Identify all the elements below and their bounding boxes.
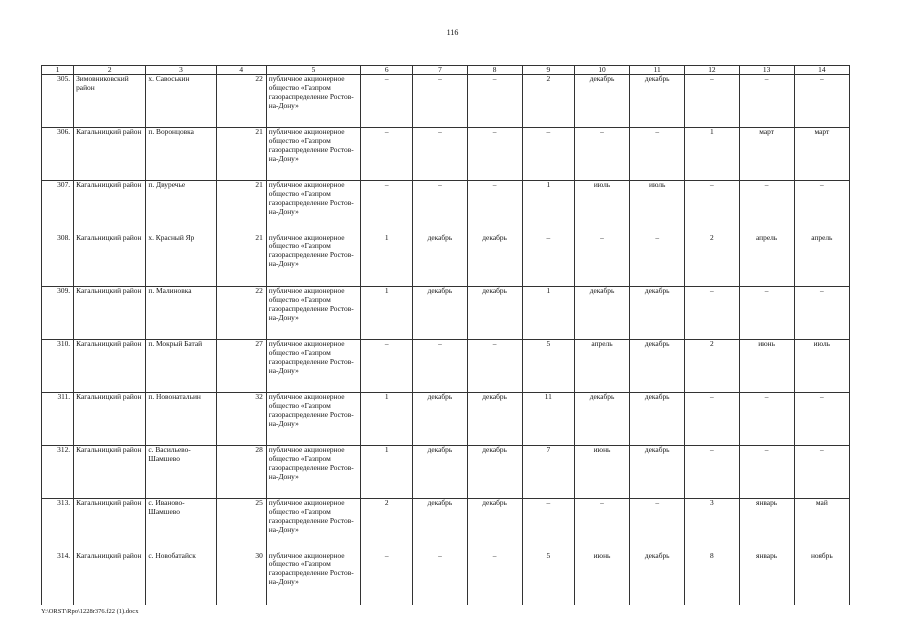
row-number: 305. xyxy=(42,75,74,128)
col8-value: декабрь xyxy=(467,393,522,446)
table-row xyxy=(42,393,850,446)
settlement-cell: х. Красный Яр xyxy=(146,234,216,287)
col11-value: декабрь xyxy=(630,446,685,499)
col11-value: декабрь xyxy=(630,287,685,340)
col13-value: июнь xyxy=(739,340,794,393)
col6-value: – xyxy=(361,552,413,605)
col4-value: 22 xyxy=(216,287,266,340)
col14-value: – xyxy=(794,393,849,446)
settlement-cell: с. Иваново-Шамшево xyxy=(146,499,216,552)
col10-value: апрель xyxy=(574,340,629,393)
col13-value: – xyxy=(739,287,794,340)
col6-value: 1 xyxy=(361,287,413,340)
table-row xyxy=(42,75,850,128)
col11-value: декабрь xyxy=(630,75,685,128)
column-header: 5 xyxy=(266,66,360,75)
row-number: 312. xyxy=(42,446,74,499)
organization-cell: публичное акционерное общество «Газпром газораспределение Ростов-на-Дону» xyxy=(266,340,360,393)
district-cell: Кагальницкий район xyxy=(74,552,146,605)
settlement-cell: п. Новонатальин xyxy=(146,393,216,446)
district-cell: Кагальницкий район xyxy=(74,499,146,552)
district-cell: Кагальницкий район xyxy=(74,340,146,393)
col10-value: декабрь xyxy=(574,75,629,128)
col11-value: декабрь xyxy=(630,393,685,446)
column-header: 4 xyxy=(216,66,266,75)
col4-value: 27 xyxy=(216,340,266,393)
col8-value: – xyxy=(467,75,522,128)
col12-value: 3 xyxy=(685,499,739,552)
col9-value: – xyxy=(522,128,574,181)
col8-value: – xyxy=(467,552,522,605)
col11-value: декабрь xyxy=(630,552,685,605)
organization-cell: публичное акционерное общество «Газпром газораспределение Ростов-на-Дону» xyxy=(266,393,360,446)
col6-value: 2 xyxy=(361,499,413,552)
table-row xyxy=(42,181,850,234)
col12-value: – xyxy=(685,181,739,234)
col7-value: – xyxy=(413,75,467,128)
column-header: 3 xyxy=(146,66,216,75)
organization-cell: публичное акционерное общество «Газпром газораспределение Ростов-на-Дону» xyxy=(266,181,360,234)
col4-value: 22 xyxy=(216,75,266,128)
organization-cell: публичное акционерное общество «Газпром газораспределение Ростов-на-Дону» xyxy=(266,552,360,605)
col12-value: – xyxy=(685,75,739,128)
col10-value: – xyxy=(574,128,629,181)
col4-value: 21 xyxy=(216,128,266,181)
col6-value: 1 xyxy=(361,234,413,287)
col12-value: 8 xyxy=(685,552,739,605)
district-cell: Зимовниковский район xyxy=(74,75,146,128)
table-row xyxy=(42,499,850,552)
col8-value: декабрь xyxy=(467,446,522,499)
row-number: 306. xyxy=(42,128,74,181)
col12-value: 2 xyxy=(685,340,739,393)
col11-value: – xyxy=(630,234,685,287)
table-row xyxy=(42,128,850,181)
district-cell: Кагальницкий район xyxy=(74,287,146,340)
col4-value: 21 xyxy=(216,234,266,287)
col9-value: 2 xyxy=(522,75,574,128)
settlement-cell: п. Воронцовка xyxy=(146,128,216,181)
organization-cell: публичное акционерное общество «Газпром газораспределение Ростов-на-Дону» xyxy=(266,499,360,552)
page-number: 116 xyxy=(446,28,459,37)
column-header: 11 xyxy=(630,66,685,75)
col12-value: 1 xyxy=(685,128,739,181)
settlement-cell: п. Двуречье xyxy=(146,181,216,234)
col12-value: 2 xyxy=(685,234,739,287)
column-header: 1 xyxy=(42,66,74,75)
col7-value: декабрь xyxy=(413,287,467,340)
col14-value: апрель xyxy=(794,234,849,287)
col6-value: – xyxy=(361,181,413,234)
col12-value: – xyxy=(685,446,739,499)
settlement-cell: п. Малиновка xyxy=(146,287,216,340)
file-path-footer: Y:\ORST\Rpo\1228r376.f22 (1).docx xyxy=(41,608,139,615)
col9-value: 1 xyxy=(522,181,574,234)
col7-value: – xyxy=(413,128,467,181)
table-row xyxy=(42,234,850,287)
col9-value: 7 xyxy=(522,446,574,499)
column-header: 8 xyxy=(467,66,522,75)
district-cell: Кагальницкий район xyxy=(74,181,146,234)
col9-value: 5 xyxy=(522,552,574,605)
col13-value: – xyxy=(739,446,794,499)
col6-value: 1 xyxy=(361,393,413,446)
col4-value: 25 xyxy=(216,499,266,552)
col14-value: – xyxy=(794,287,849,340)
row-number: 311. xyxy=(42,393,74,446)
col14-value: июль xyxy=(794,340,849,393)
col4-value: 30 xyxy=(216,552,266,605)
col4-value: 32 xyxy=(216,393,266,446)
col6-value: – xyxy=(361,128,413,181)
column-header: 7 xyxy=(413,66,467,75)
col6-value: – xyxy=(361,75,413,128)
col8-value: декабрь xyxy=(467,499,522,552)
column-header: 9 xyxy=(522,66,574,75)
col8-value: – xyxy=(467,181,522,234)
col11-value: – xyxy=(630,499,685,552)
column-header: 13 xyxy=(739,66,794,75)
organization-cell: публичное акционерное общество «Газпром газораспределение Ростов-на-Дону» xyxy=(266,75,360,128)
col13-value: январь xyxy=(739,552,794,605)
column-header: 10 xyxy=(574,66,629,75)
col4-value: 21 xyxy=(216,181,266,234)
district-cell: Кагальницкий район xyxy=(74,234,146,287)
row-number: 310. xyxy=(42,340,74,393)
col7-value: декабрь xyxy=(413,499,467,552)
col8-value: – xyxy=(467,340,522,393)
col14-value: – xyxy=(794,446,849,499)
col14-value: май xyxy=(794,499,849,552)
col11-value: июль xyxy=(630,181,685,234)
col13-value: – xyxy=(739,181,794,234)
col11-value: – xyxy=(630,128,685,181)
column-header: 6 xyxy=(361,66,413,75)
organization-cell: публичное акционерное общество «Газпром газораспределение Ростов-на-Дону» xyxy=(266,234,360,287)
row-number: 314. xyxy=(42,552,74,605)
district-cell: Кагальницкий район xyxy=(74,446,146,499)
district-cell: Кагальницкий район xyxy=(74,393,146,446)
col12-value: – xyxy=(685,393,739,446)
col10-value: июнь xyxy=(574,552,629,605)
col10-value: – xyxy=(574,499,629,552)
col14-value: – xyxy=(794,181,849,234)
column-header: 12 xyxy=(685,66,739,75)
col7-value: декабрь xyxy=(413,234,467,287)
table-row xyxy=(42,340,850,393)
col13-value: – xyxy=(739,393,794,446)
col6-value: 1 xyxy=(361,446,413,499)
col6-value: – xyxy=(361,340,413,393)
col7-value: – xyxy=(413,340,467,393)
organization-cell: публичное акционерное общество «Газпром газораспределение Ростов-на-Дону» xyxy=(266,128,360,181)
district-cell: Кагальницкий район xyxy=(74,128,146,181)
col7-value: – xyxy=(413,552,467,605)
col10-value: декабрь xyxy=(574,287,629,340)
col4-value: 28 xyxy=(216,446,266,499)
col7-value: декабрь xyxy=(413,446,467,499)
col8-value: – xyxy=(467,128,522,181)
row-number: 308. xyxy=(42,234,74,287)
col14-value: – xyxy=(794,75,849,128)
col10-value: июль xyxy=(574,181,629,234)
col7-value: декабрь xyxy=(413,393,467,446)
col13-value: март xyxy=(739,128,794,181)
data-table xyxy=(41,65,850,605)
col13-value: – xyxy=(739,75,794,128)
col13-value: январь xyxy=(739,499,794,552)
row-number: 313. xyxy=(42,499,74,552)
col11-value: декабрь xyxy=(630,340,685,393)
row-number: 309. xyxy=(42,287,74,340)
table-row xyxy=(42,287,850,340)
col14-value: март xyxy=(794,128,849,181)
column-header: 14 xyxy=(794,66,849,75)
col9-value: – xyxy=(522,234,574,287)
col10-value: июнь xyxy=(574,446,629,499)
organization-cell: публичное акционерное общество «Газпром газораспределение Ростов-на-Дону» xyxy=(266,287,360,340)
col9-value: – xyxy=(522,499,574,552)
settlement-cell: п. Мокрый Батай xyxy=(146,340,216,393)
organization-cell: публичное акционерное общество «Газпром газораспределение Ростов-на-Дону» xyxy=(266,446,360,499)
settlement-cell: с. Васильево-Шамшево xyxy=(146,446,216,499)
col7-value: – xyxy=(413,181,467,234)
col10-value: – xyxy=(574,234,629,287)
col14-value: ноябрь xyxy=(794,552,849,605)
col8-value: декабрь xyxy=(467,234,522,287)
col12-value: – xyxy=(685,287,739,340)
table-row xyxy=(42,446,850,499)
col9-value: 11 xyxy=(522,393,574,446)
settlement-cell: с. Новобатайск xyxy=(146,552,216,605)
row-number: 307. xyxy=(42,181,74,234)
col13-value: апрель xyxy=(739,234,794,287)
col9-value: 5 xyxy=(522,340,574,393)
table-row xyxy=(42,552,850,605)
settlement-cell: х. Савоськин xyxy=(146,75,216,128)
col8-value: декабрь xyxy=(467,287,522,340)
col9-value: 1 xyxy=(522,287,574,340)
col10-value: декабрь xyxy=(574,393,629,446)
column-header: 2 xyxy=(74,66,146,75)
